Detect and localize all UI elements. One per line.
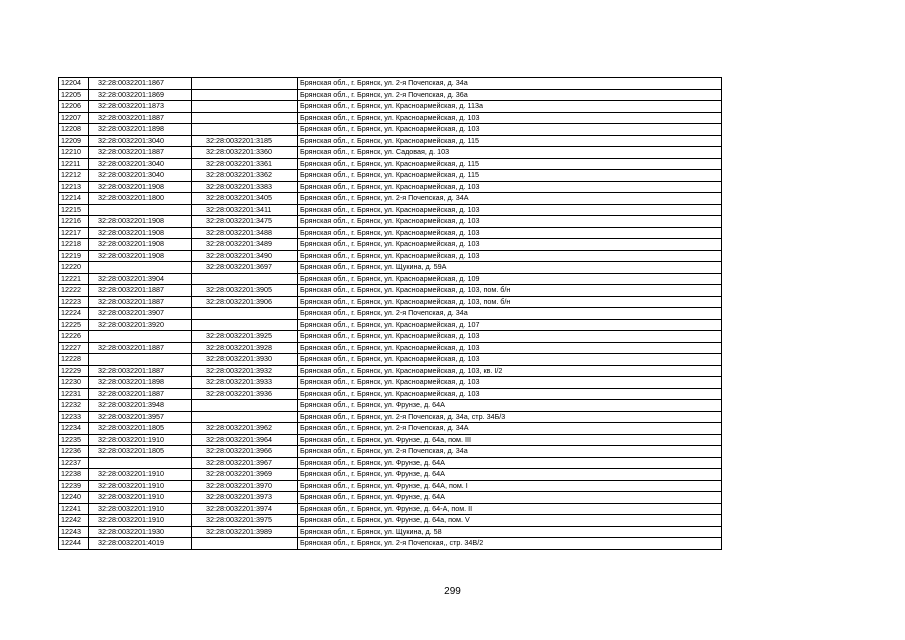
row-number-cell: 12241 [59, 503, 89, 515]
row-number-cell: 12231 [59, 388, 89, 400]
table-row [59, 411, 722, 423]
table-row [59, 434, 722, 446]
row-number-cell: 12224 [59, 308, 89, 320]
table-row [59, 193, 722, 205]
cadastral-number-cell: 32:28:0032201:1898 [89, 124, 192, 136]
address-cell: Брянская обл., г. Брянск, ул. Фрунзе, д. 64-А, пом. II [298, 503, 722, 515]
row-number-cell: 12239 [59, 480, 89, 492]
address-cell: Брянская обл., г. Брянск, ул. Красноармейская, д. 103, пом. б/н [298, 296, 722, 308]
linked-cadastral-number-cell [192, 411, 298, 423]
registry-table-container [58, 77, 721, 550]
address-cell: Брянская обл., г. Брянск, ул. 2-я Почепская, д. 34а [298, 446, 722, 458]
cadastral-number-cell [89, 204, 192, 216]
linked-cadastral-number-cell: 32:28:0032201:3906 [192, 296, 298, 308]
row-number-cell: 12207 [59, 112, 89, 124]
address-cell: Брянская обл., г. Брянск, ул. Красноармейская, д. 103, пом. б/н [298, 285, 722, 297]
cadastral-number-cell: 32:28:0032201:1887 [89, 365, 192, 377]
table-row [59, 469, 722, 481]
cadastral-number-cell: 32:28:0032201:3040 [89, 170, 192, 182]
address-cell: Брянская обл., г. Брянск, ул. Фрунзе, д. 64А [298, 492, 722, 504]
linked-cadastral-number-cell [192, 101, 298, 113]
address-cell: Брянская обл., г. Брянск, ул. Красноармейская, д. 103 [298, 204, 722, 216]
cadastral-number-cell: 32:28:0032201:1908 [89, 239, 192, 251]
address-cell: Брянская обл., г. Брянск, ул. Садовая, д. 103 [298, 147, 722, 159]
table-row [59, 377, 722, 389]
linked-cadastral-number-cell: 32:28:0032201:3405 [192, 193, 298, 205]
linked-cadastral-number-cell: 32:28:0032201:3697 [192, 262, 298, 274]
cadastral-number-cell: 32:28:0032201:1910 [89, 515, 192, 527]
linked-cadastral-number-cell: 32:28:0032201:3969 [192, 469, 298, 481]
cadastral-number-cell: 32:28:0032201:1887 [89, 112, 192, 124]
linked-cadastral-number-cell: 32:28:0032201:3966 [192, 446, 298, 458]
table-row [59, 181, 722, 193]
row-number-cell: 12243 [59, 526, 89, 538]
row-number-cell: 12233 [59, 411, 89, 423]
address-cell: Брянская обл., г. Брянск, ул. Красноармейская, д. 103 [298, 354, 722, 366]
linked-cadastral-number-cell [192, 319, 298, 331]
address-cell: Брянская обл., г. Брянск, ул. Красноармейская, д. 103 [298, 331, 722, 343]
cadastral-number-cell: 32:28:0032201:1930 [89, 526, 192, 538]
table-row [59, 285, 722, 297]
row-number-cell: 12218 [59, 239, 89, 251]
address-cell: Брянская обл., г. Брянск, ул. Фрунзе, д. 64а, пом. III [298, 434, 722, 446]
row-number-cell: 12208 [59, 124, 89, 136]
cadastral-number-cell: 32:28:0032201:1887 [89, 147, 192, 159]
cadastral-number-cell [89, 331, 192, 343]
table-row [59, 538, 722, 550]
cadastral-number-cell: 32:28:0032201:1908 [89, 181, 192, 193]
linked-cadastral-number-cell: 32:28:0032201:3362 [192, 170, 298, 182]
cadastral-number-cell: 32:28:0032201:1887 [89, 388, 192, 400]
row-number-cell: 12214 [59, 193, 89, 205]
linked-cadastral-number-cell: 32:28:0032201:3905 [192, 285, 298, 297]
address-cell: Брянская обл., г. Брянск, ул. Красноармейская, д. 113а [298, 101, 722, 113]
address-cell: Брянская обл., г. Брянск, ул. Красноармейская, д. 109 [298, 273, 722, 285]
address-cell: Брянская обл., г. Брянск, ул. Щукина, д. 59А [298, 262, 722, 274]
table-row [59, 503, 722, 515]
table-row [59, 158, 722, 170]
table-row [59, 89, 722, 101]
table-row [59, 365, 722, 377]
row-number-cell: 12240 [59, 492, 89, 504]
cadastral-number-cell: 32:28:0032201:3948 [89, 400, 192, 412]
address-cell: Брянская обл., г. Брянск, ул. Красноармейская, д. 107 [298, 319, 722, 331]
row-number-cell: 12228 [59, 354, 89, 366]
row-number-cell: 12219 [59, 250, 89, 262]
cadastral-number-cell: 32:28:0032201:1805 [89, 423, 192, 435]
table-row [59, 492, 722, 504]
linked-cadastral-number-cell: 32:28:0032201:3361 [192, 158, 298, 170]
cadastral-number-cell: 32:28:0032201:4019 [89, 538, 192, 550]
table-row [59, 170, 722, 182]
row-number-cell: 12205 [59, 89, 89, 101]
cadastral-number-cell: 32:28:0032201:1908 [89, 250, 192, 262]
linked-cadastral-number-cell: 32:28:0032201:3973 [192, 492, 298, 504]
cadastral-number-cell: 32:28:0032201:1869 [89, 89, 192, 101]
linked-cadastral-number-cell: 32:28:0032201:3930 [192, 354, 298, 366]
row-number-cell: 12230 [59, 377, 89, 389]
row-number-cell: 12235 [59, 434, 89, 446]
linked-cadastral-number-cell: 32:28:0032201:3975 [192, 515, 298, 527]
row-number-cell: 12232 [59, 400, 89, 412]
row-number-cell: 12204 [59, 78, 89, 90]
row-number-cell: 12211 [59, 158, 89, 170]
linked-cadastral-number-cell: 32:28:0032201:3185 [192, 135, 298, 147]
linked-cadastral-number-cell: 32:28:0032201:3967 [192, 457, 298, 469]
table-row [59, 480, 722, 492]
address-cell: Брянская обл., г. Брянск, ул. Фрунзе, д. 64А [298, 457, 722, 469]
row-number-cell: 12237 [59, 457, 89, 469]
table-row [59, 515, 722, 527]
cadastral-number-cell: 32:28:0032201:3957 [89, 411, 192, 423]
linked-cadastral-number-cell: 32:28:0032201:3989 [192, 526, 298, 538]
cadastral-number-cell [89, 457, 192, 469]
table-row [59, 227, 722, 239]
cadastral-number-cell: 32:28:0032201:1887 [89, 342, 192, 354]
table-row [59, 204, 722, 216]
linked-cadastral-number-cell: 32:28:0032201:3933 [192, 377, 298, 389]
table-body [59, 78, 722, 550]
row-number-cell: 12217 [59, 227, 89, 239]
address-cell: Брянская обл., г. Брянск, ул. Красноармейская, д. 103 [298, 124, 722, 136]
address-cell: Брянская обл., г. Брянск, ул. Красноармейская, д. 115 [298, 158, 722, 170]
row-number-cell: 12222 [59, 285, 89, 297]
address-cell: Брянская обл., г. Брянск, ул. Красноармейская, д. 103 [298, 181, 722, 193]
cadastral-number-cell: 32:28:0032201:3907 [89, 308, 192, 320]
linked-cadastral-number-cell: 32:28:0032201:3974 [192, 503, 298, 515]
linked-cadastral-number-cell: 32:28:0032201:3962 [192, 423, 298, 435]
row-number-cell: 12236 [59, 446, 89, 458]
cadastral-number-cell [89, 354, 192, 366]
table-row [59, 250, 722, 262]
row-number-cell: 12220 [59, 262, 89, 274]
row-number-cell: 12216 [59, 216, 89, 228]
linked-cadastral-number-cell [192, 400, 298, 412]
linked-cadastral-number-cell [192, 124, 298, 136]
table-row [59, 400, 722, 412]
cadastral-number-cell: 32:28:0032201:1910 [89, 434, 192, 446]
address-cell: Брянская обл., г. Брянск, ул. Красноармейская, д. 103 [298, 239, 722, 251]
table-row [59, 135, 722, 147]
table-row [59, 124, 722, 136]
table-row [59, 239, 722, 251]
page-number: 299 [444, 586, 461, 597]
table-row [59, 273, 722, 285]
linked-cadastral-number-cell [192, 112, 298, 124]
row-number-cell: 12242 [59, 515, 89, 527]
address-cell: Брянская обл., г. Брянск, ул. Красноармейская, д. 103 [298, 250, 722, 262]
cadastral-number-cell: 32:28:0032201:3040 [89, 158, 192, 170]
row-number-cell: 12215 [59, 204, 89, 216]
address-cell: Брянская обл., г. Брянск, ул. Красноармейская, д. 103, кв. I/2 [298, 365, 722, 377]
row-number-cell: 12210 [59, 147, 89, 159]
linked-cadastral-number-cell: 32:28:0032201:3383 [192, 181, 298, 193]
row-number-cell: 12209 [59, 135, 89, 147]
address-cell: Брянская обл., г. Брянск, ул. Красноармейская, д. 103 [298, 216, 722, 228]
cadastral-number-cell: 32:28:0032201:1908 [89, 227, 192, 239]
address-cell: Брянская обл., г. Брянск, ул. Красноармейская, д. 103 [298, 227, 722, 239]
table-row [59, 112, 722, 124]
linked-cadastral-number-cell: 32:28:0032201:3932 [192, 365, 298, 377]
address-cell: Брянская обл., г. Брянск, ул. 2-я Почепская, д. 34а [298, 308, 722, 320]
address-cell: Брянская обл., г. Брянск, ул. Красноармейская, д. 103 [298, 377, 722, 389]
linked-cadastral-number-cell [192, 538, 298, 550]
address-cell: Брянская обл., г. Брянск, ул. Фрунзе, д. 64а, пом. V [298, 515, 722, 527]
address-cell: Брянская обл., г. Брянск, ул. Фрунзе, д. 64А, пом. I [298, 480, 722, 492]
table-row [59, 342, 722, 354]
linked-cadastral-number-cell: 32:28:0032201:3928 [192, 342, 298, 354]
row-number-cell: 12212 [59, 170, 89, 182]
linked-cadastral-number-cell: 32:28:0032201:3936 [192, 388, 298, 400]
address-cell: Брянская обл., г. Брянск, ул. Фрунзе, д. 64А [298, 469, 722, 481]
cadastral-number-cell: 32:28:0032201:1887 [89, 296, 192, 308]
cadastral-number-cell: 32:28:0032201:1910 [89, 492, 192, 504]
table-row [59, 354, 722, 366]
row-number-cell: 12238 [59, 469, 89, 481]
row-number-cell: 12227 [59, 342, 89, 354]
table-row [59, 526, 722, 538]
row-number-cell: 12226 [59, 331, 89, 343]
table-row [59, 296, 722, 308]
linked-cadastral-number-cell [192, 78, 298, 90]
table-row [59, 446, 722, 458]
linked-cadastral-number-cell: 32:28:0032201:3411 [192, 204, 298, 216]
linked-cadastral-number-cell [192, 89, 298, 101]
cadastral-number-cell [89, 262, 192, 274]
cadastral-number-cell: 32:28:0032201:1910 [89, 503, 192, 515]
cadastral-number-cell: 32:28:0032201:1898 [89, 377, 192, 389]
table-row [59, 308, 722, 320]
table-row [59, 319, 722, 331]
cadastral-number-cell: 32:28:0032201:3920 [89, 319, 192, 331]
linked-cadastral-number-cell: 32:28:0032201:3475 [192, 216, 298, 228]
table-row [59, 216, 722, 228]
address-cell: Брянская обл., г. Брянск, ул. 2-я Почепская, д. 36а [298, 89, 722, 101]
row-number-cell: 12213 [59, 181, 89, 193]
linked-cadastral-number-cell: 32:28:0032201:3488 [192, 227, 298, 239]
cadastral-number-cell: 32:28:0032201:1805 [89, 446, 192, 458]
cadastral-number-cell: 32:28:0032201:1800 [89, 193, 192, 205]
cadastral-number-cell: 32:28:0032201:3040 [89, 135, 192, 147]
row-number-cell: 12244 [59, 538, 89, 550]
address-cell: Брянская обл., г. Брянск, ул. 2-я Почепская,, стр. 34В/2 [298, 538, 722, 550]
linked-cadastral-number-cell: 32:28:0032201:3360 [192, 147, 298, 159]
linked-cadastral-number-cell: 32:28:0032201:3490 [192, 250, 298, 262]
row-number-cell: 12234 [59, 423, 89, 435]
table-row [59, 262, 722, 274]
address-cell: Брянская обл., г. Брянск, ул. Красноармейская, д. 115 [298, 135, 722, 147]
row-number-cell: 12206 [59, 101, 89, 113]
cadastral-number-cell: 32:28:0032201:1867 [89, 78, 192, 90]
address-cell: Брянская обл., г. Брянск, ул. 2-я Почепская, д. 34а [298, 78, 722, 90]
linked-cadastral-number-cell: 32:28:0032201:3925 [192, 331, 298, 343]
table-row [59, 331, 722, 343]
row-number-cell: 12225 [59, 319, 89, 331]
cadastral-number-cell: 32:28:0032201:3904 [89, 273, 192, 285]
table-row [59, 423, 722, 435]
address-cell: Брянская обл., г. Брянск, ул. 2-я Почепская, д. 34А [298, 423, 722, 435]
registry-table [58, 77, 722, 550]
cadastral-number-cell: 32:28:0032201:1908 [89, 216, 192, 228]
table-row [59, 147, 722, 159]
address-cell: Брянская обл., г. Брянск, ул. 2-я Почепская, д. 34а, стр. 34Б/3 [298, 411, 722, 423]
address-cell: Брянская обл., г. Брянск, ул. Красноармейская, д. 103 [298, 112, 722, 124]
cadastral-number-cell: 32:28:0032201:1887 [89, 285, 192, 297]
linked-cadastral-number-cell [192, 273, 298, 285]
linked-cadastral-number-cell [192, 308, 298, 320]
address-cell: Брянская обл., г. Брянск, ул. Красноармейская, д. 103 [298, 342, 722, 354]
table-row [59, 101, 722, 113]
address-cell: Брянская обл., г. Брянск, ул. Красноармейская, д. 103 [298, 388, 722, 400]
table-row [59, 78, 722, 90]
address-cell: Брянская обл., г. Брянск, ул. 2-я Почепская, д. 34А [298, 193, 722, 205]
cadastral-number-cell: 32:28:0032201:1910 [89, 480, 192, 492]
row-number-cell: 12223 [59, 296, 89, 308]
row-number-cell: 12221 [59, 273, 89, 285]
table-row [59, 457, 722, 469]
address-cell: Брянская обл., г. Брянск, ул. Щукина, д. 58 [298, 526, 722, 538]
table-row [59, 388, 722, 400]
linked-cadastral-number-cell: 32:28:0032201:3970 [192, 480, 298, 492]
cadastral-number-cell: 32:28:0032201:1910 [89, 469, 192, 481]
address-cell: Брянская обл., г. Брянск, ул. Красноармейская, д. 115 [298, 170, 722, 182]
cadastral-number-cell: 32:28:0032201:1873 [89, 101, 192, 113]
linked-cadastral-number-cell: 32:28:0032201:3964 [192, 434, 298, 446]
row-number-cell: 12229 [59, 365, 89, 377]
linked-cadastral-number-cell: 32:28:0032201:3489 [192, 239, 298, 251]
address-cell: Брянская обл., г. Брянск, ул. Фрунзе, д. 64А [298, 400, 722, 412]
